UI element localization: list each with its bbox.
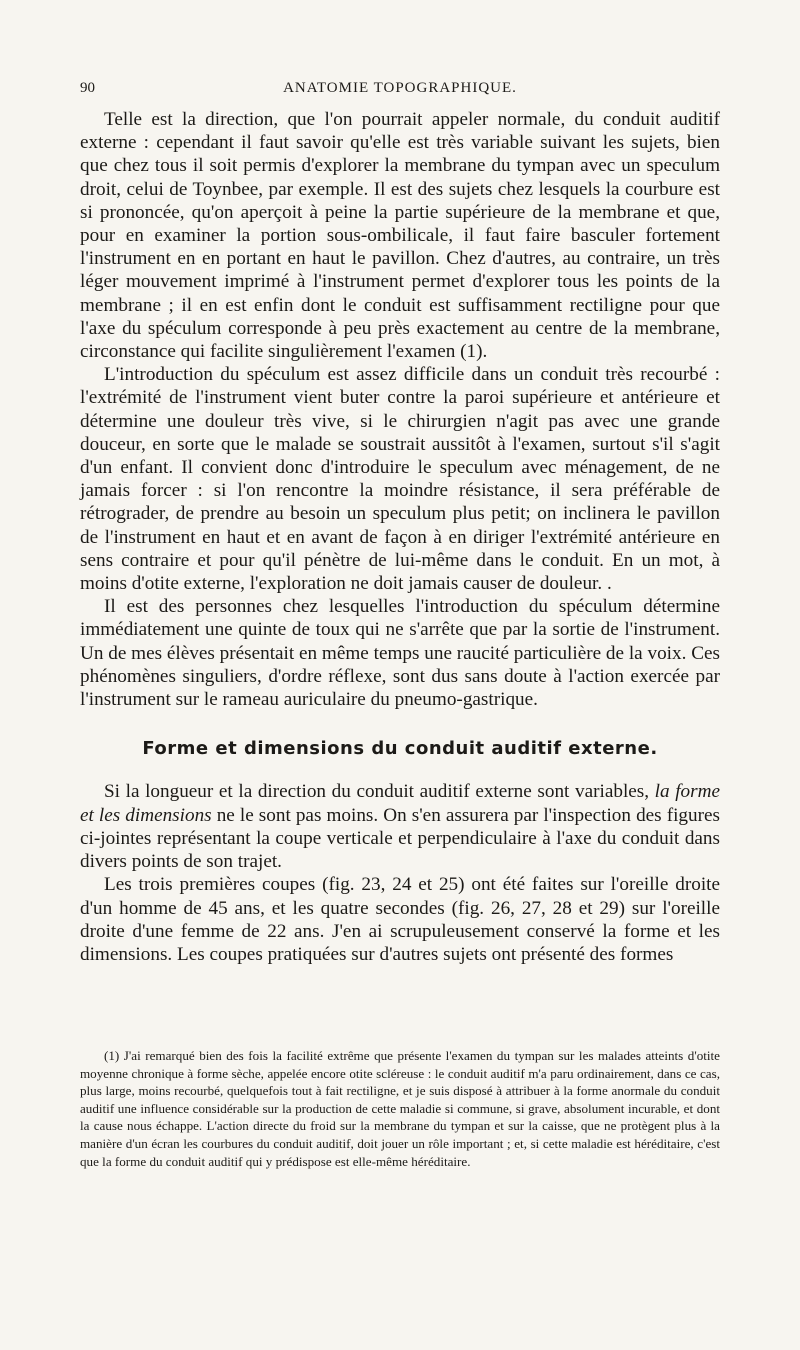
- italic-text: la forme et les dimensions: [80, 781, 720, 826]
- page-number: 90: [80, 80, 95, 96]
- paragraph: Les trois premières coupes (fig. 23, 24 et 25) ont été faites sur l'oreille droite d'un homme de 45 ans, et les quatre secondes (fig. 26, 27, 28 et 29) sur l'oreille droite d'une femme de 22 ans. J'en ai scrupuleusement conservé la forme et les dimensions. Les coupes pratiquées sur d'autres sujets ont présenté des formes: [80, 874, 720, 965]
- footnote: (1) J'ai remarqué bien des fois la facilité extrême que présente l'examen du tympan sur les malades atteints d'otite moyenne chronique à forme sèche, appelée encore otite scléreuse : le conduit auditif m'a paru ordinairement, dans ce cas, plus large, moins recourbé, quelquefois tout à fait rectiligne, et je suis disposé à attribuer à la forme anormale du conduit auditif une influence considérable sur la production de cette maladie si commune, si grave, absolument incurable, et dont la cause nous échappe. L'action directe du froid sur la membrane du tympan et sur la caisse, que ne protègent plus à la manière d'un écran les courbures du conduit auditif, doit jouer un rôle important ; et, si cette maladie est héréditaire, c'est que la forme du conduit auditif qui y prédispose est elle-même héréditaire.: [80, 1048, 720, 1169]
- text-run: Si la longueur et la direction du conduit auditif externe sont variables,: [104, 781, 655, 803]
- running-head: ANATOMIE TOPOGRAPHIQUE.: [283, 80, 517, 96]
- text-run: ne le sont pas moins. On s'en assurera par l'inspection des figures ci-jointes représentant la coupe verticale et perpendiculaire à l'axe du conduit dans divers points de son trajet.: [80, 804, 720, 873]
- section-text: [80, 780, 720, 966]
- page-header: [80, 80, 720, 102]
- paragraph: [80, 780, 720, 873]
- paragraph: Il est des personnes chez lesquelles l'introduction du spéculum détermine immédiatement une quinte de toux qui ne s'arrête que par la sortie de l'instrument. Un de mes élèves présentait en même temps une raucité particulière de la voix. Ces phénomènes singuliers, d'ordre réflexe, sont dus sans doute à l'action exercée par l'instrument sur le rameau auriculaire du pneumo-gastrique.: [80, 596, 720, 711]
- paragraph: Telle est la direction, que l'on pourrait appeler normale, du conduit auditif externe : cependant il faut savoir qu'elle est très variable suivant les sujets, bien que chez tous il soit permis d'explorer la membrane du tympan avec un speculum droit, celui de Toynbee, par exemple. Il est des sujets chez lesquels la courbure est si prononcée, qu'on aperçoit à peine la partie supérieure de la membrane et que, pour en examiner la portion sous-ombilicale, il faut faire basculer fortement l'instrument en en portant en haut le pavillon. Chez d'autres, au contraire, un très léger mouvement imprimé à l'instrument permet d'explorer tous les points de la membrane ; il en est enfin dont le conduit est suffisamment rectiligne pour que l'axe du spéculum corresponde à peu près exactement au centre de la membrane, circonstance qui facilite singulièrement l'examen (1).: [80, 109, 720, 363]
- section-heading: Forme et dimensions du conduit auditif externe.: [142, 738, 658, 760]
- body-text: [80, 108, 720, 966]
- paragraph: L'introduction du spéculum est assez difficile dans un conduit très recourbé : l'extrémité de l'instrument vient buter contre la paroi supérieure et antérieure et détermine une douleur très vive, si le chirurgien n'agit pas avec une grande douceur, en sorte que le malade se soustrait aussitôt à l'examen, surtout s'il s'agit d'un enfant. Il convient donc d'introduire le speculum avec ménagement, de ne jamais forcer : si l'on rencontre la moindre résistance, il sera préférable de rétrograder, de prendre au besoin un speculum plus petit; on inclinera le pavillon de l'instrument en haut et en avant de façon à en diriger l'extrémité antérieure en sens contraire et pour qu'il pénètre de lui-même dans le conduit. En un mot, à moins d'otite externe, l'exploration ne doit jamais causer de douleur. .: [80, 364, 720, 595]
